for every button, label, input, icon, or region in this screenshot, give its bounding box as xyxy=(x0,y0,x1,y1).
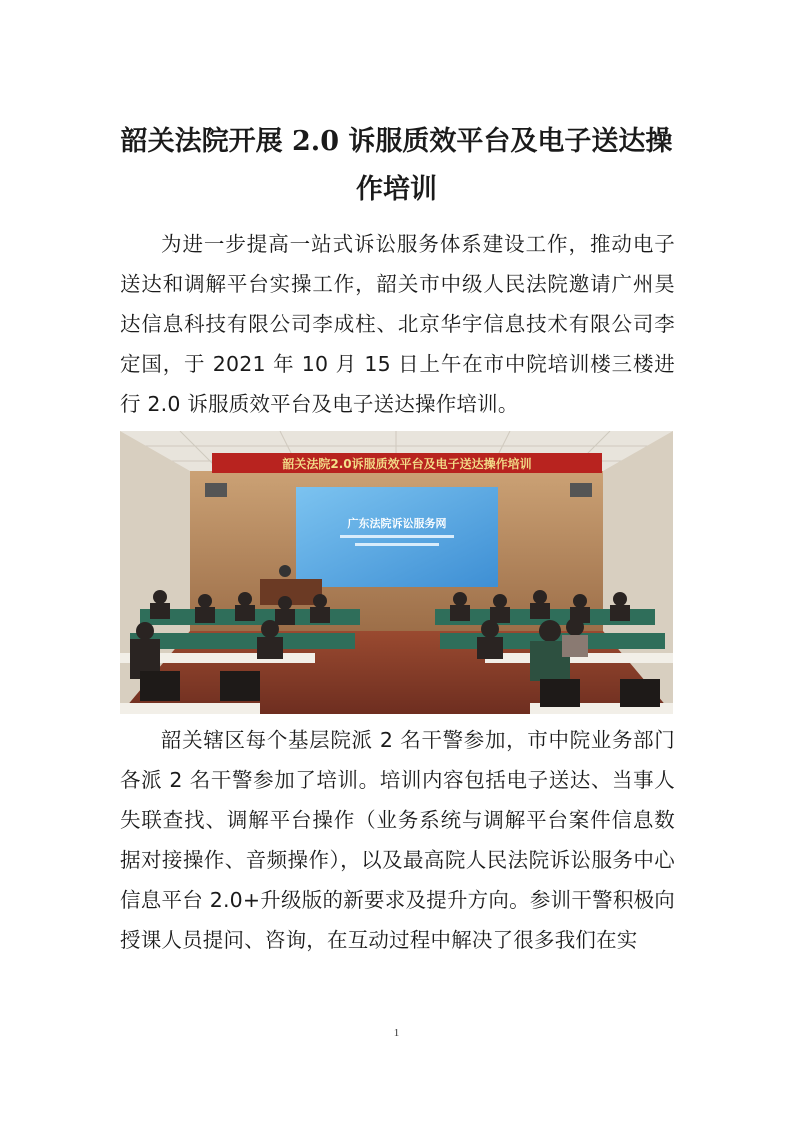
paragraph-details: 韶关辖区每个基层院派 2 名干警参加，市中院业务部门各派 2 名干警参加了培训。培训内容包括电子送达、当事人失联查找、调解平台操作（业务系统与调解平台案件信息数据对接操作、音频操作），以及最高院人民法院诉讼服务中心信息平台 2.0+升级版的新要求及提升方向。参训干警积极向授课人员提问、咨询，在互动过程中解决了很多我们在实 xyxy=(120,728,675,952)
page-number: 1 xyxy=(393,1027,400,1039)
training-photo xyxy=(120,431,673,714)
paragraph-intro: 为进一步提高一站式诉讼服务体系建设工作，推动电子送达和调解平台实操工作，韶关市中级人民法院邀请广州昊达信息科技有限公司李成柱、北京华宇信息技术有限公司李定国，于 2021 年 10 月 15 日上午在市中院培训楼三楼进行 2.0 诉服质效平台及电子送达操作培训。 xyxy=(120,232,675,416)
screen-title: 广东法院诉讼服务网 xyxy=(347,517,447,530)
banner-text: 韶关法院2.0诉服质效平台及电子送达操作培训 xyxy=(282,457,532,471)
document-title: 韶关法院开展 2.0 诉服质效平台及电子送达操作培训 xyxy=(120,126,673,205)
training-room-image xyxy=(120,431,673,714)
